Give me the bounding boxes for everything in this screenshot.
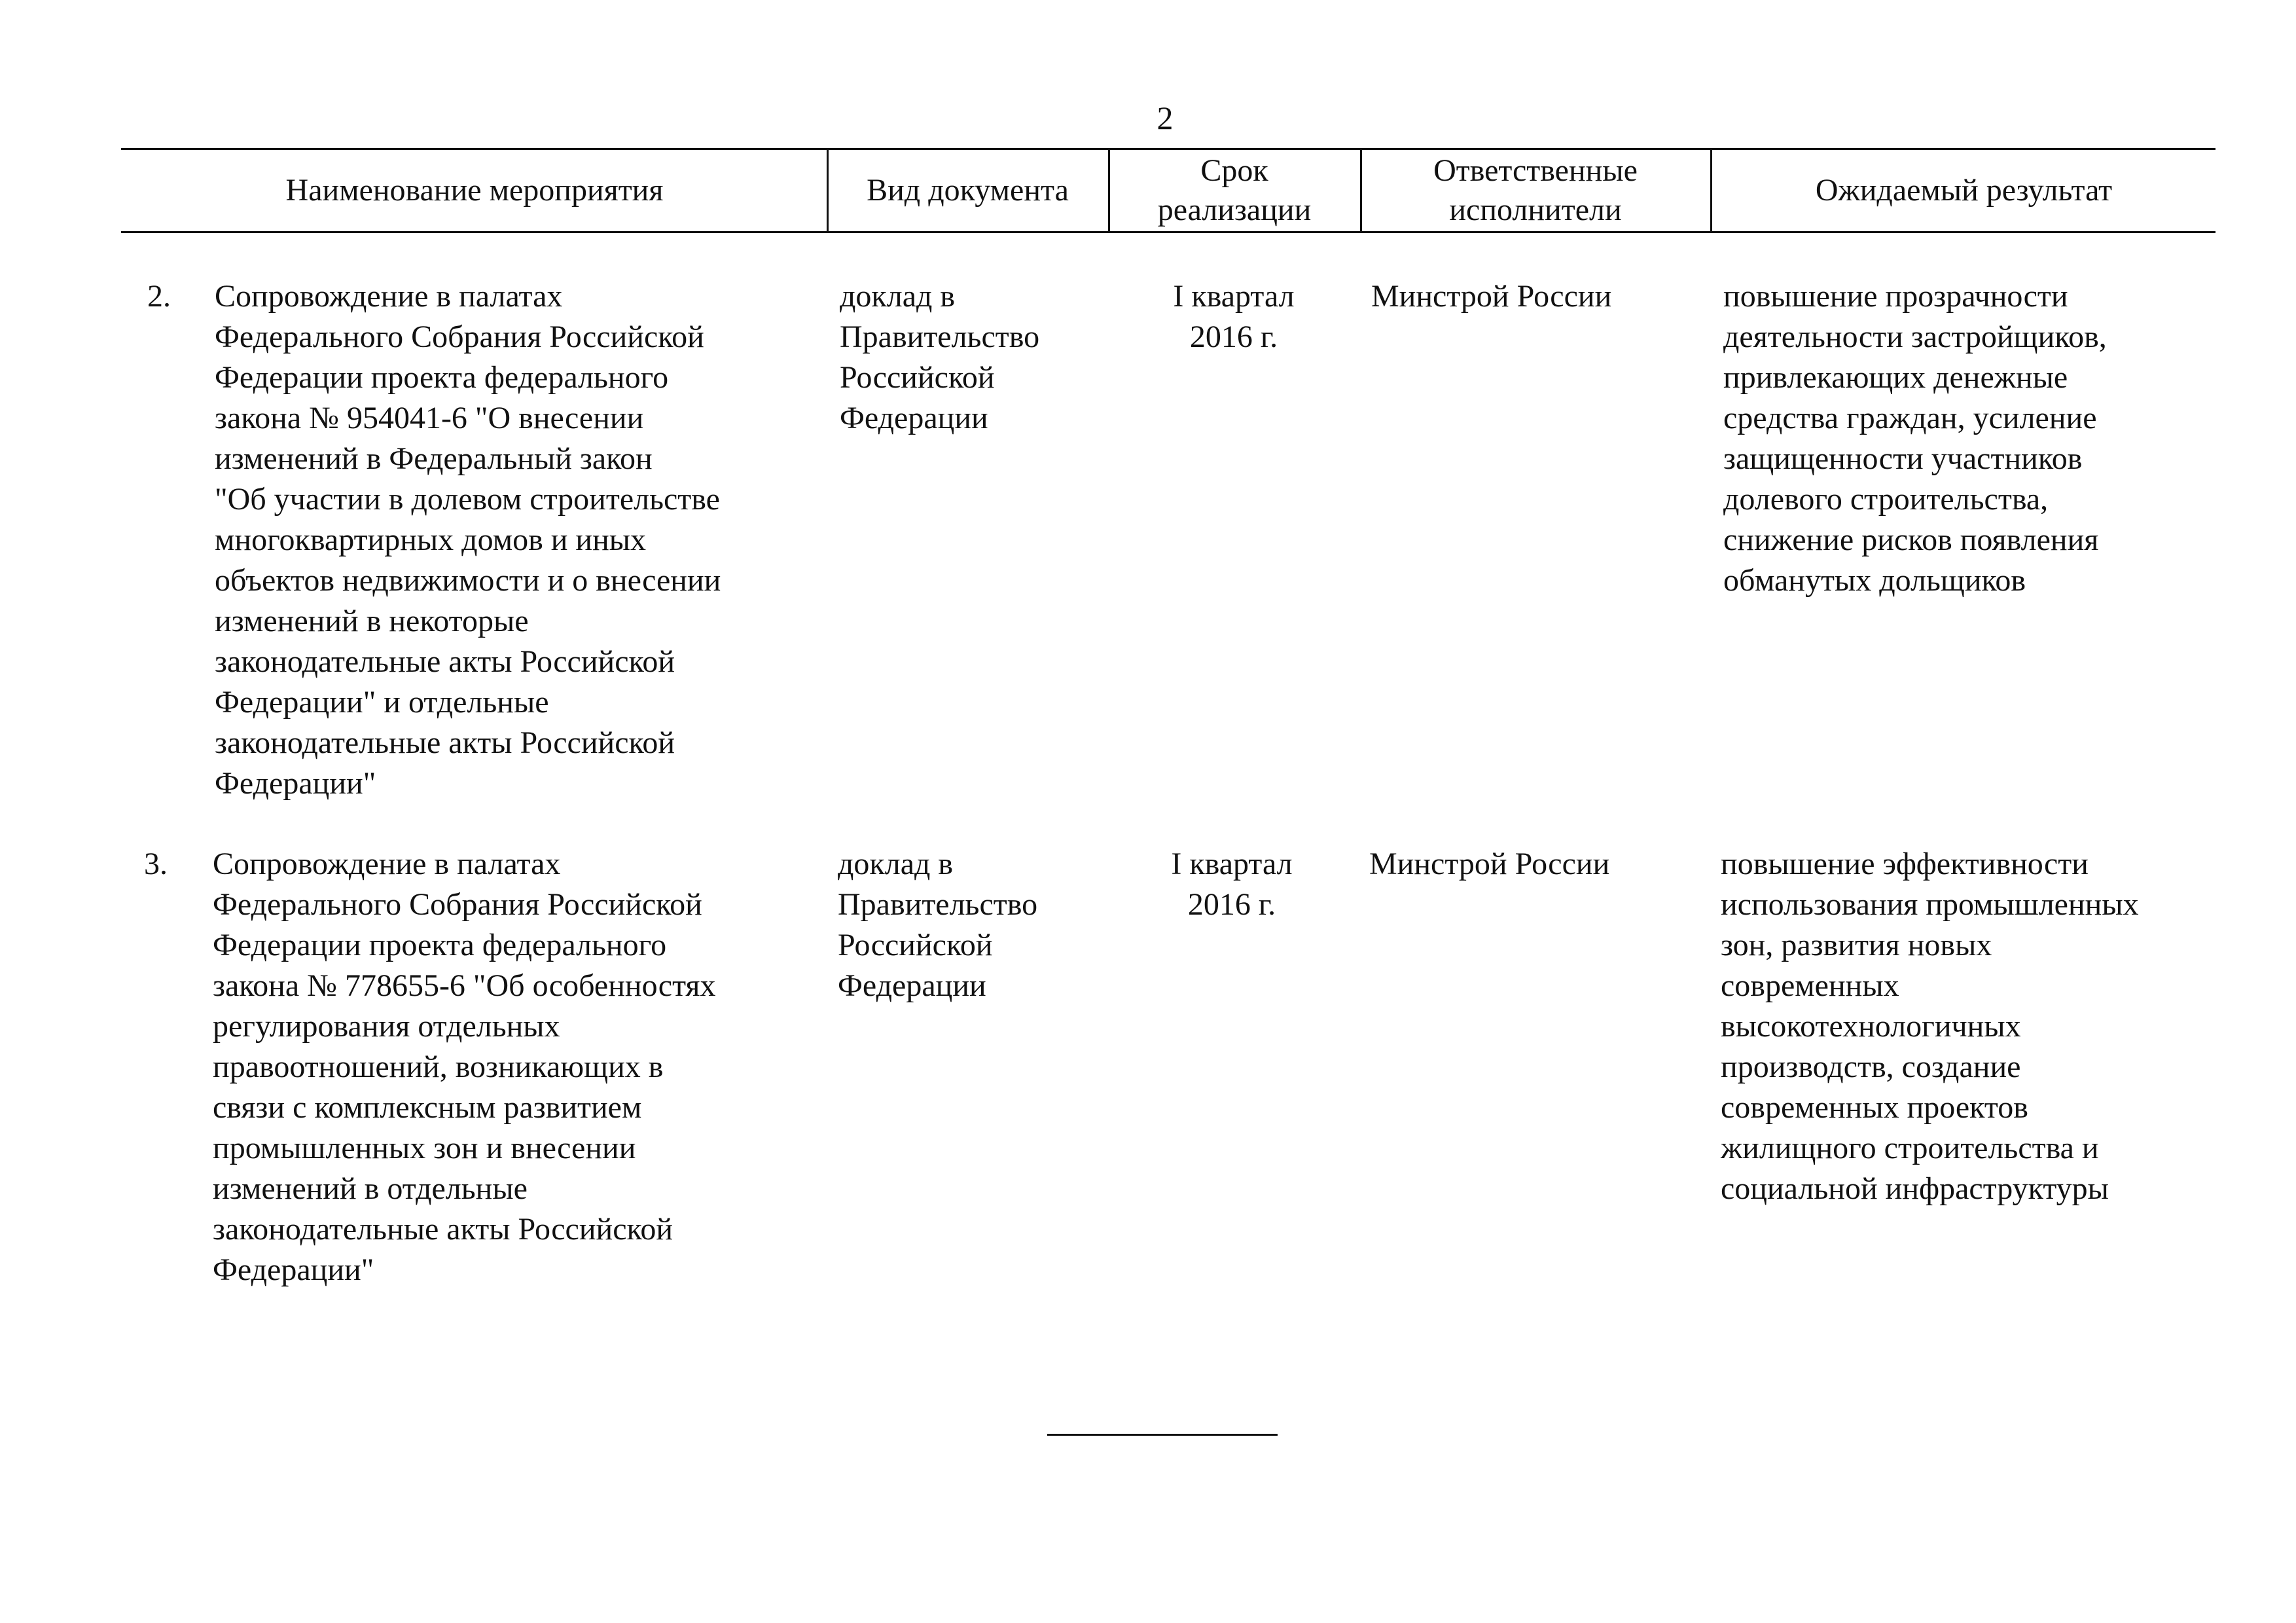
header-responsible: Ответственные исполнители <box>1433 153 1638 227</box>
row-event-name: Сопровождение в палатах Федерального Собрания Российской Федерации проекта федерального закона № 954041-6 "О внесении изменений в Федеральный закон "Об участии в долевом строительстве многоквартирных домов и иных объектов недвижимости и о внесении изменений в некоторые законодательные акты Российской Федерации" и отдельные законодательные акты Российской Федерации" <box>215 279 721 801</box>
row-number: 2. <box>147 279 171 314</box>
header-document-type: Вид документа <box>867 173 1069 208</box>
row-event-name: Сопровождение в палатах Федерального Собрания Российской Федерации проекта федерального закона № 778655-6 "Об особенностях регулирования отдельных правоотношений, возникающих в связи с комплексным развитием промышленных зон и внесении изменений в отдельные законодательные акты Российской Федерации" <box>213 847 716 1287</box>
row-responsible: Минстрой России <box>1369 847 1610 881</box>
header-expected-result: Ожидаемый результат <box>1815 173 2113 208</box>
row-responsible: Минстрой России <box>1371 279 1612 314</box>
row-document-type: доклад в Правительство Российской Федерации <box>838 847 1038 1003</box>
row-deadline: I квартал 2016 г. <box>1171 847 1293 922</box>
header-deadline: Срок реализации <box>1157 153 1312 227</box>
row-expected-result: повышение прозрачности деятельности застройщиков, привлекающих денежные средства граждан, усиление защищенности участников долевого строительства, снижение рисков появления обманутых дольщиков <box>1723 279 2107 598</box>
row-expected-result: повышение эффективности использования промышленных зон, развития новых современных высокотехнологичных производств, создание современных проектов жилищного строительства и социальной инфраструктуры <box>1721 847 2139 1206</box>
header-event-name: Наименование мероприятия <box>285 173 664 208</box>
row-number: 3. <box>144 847 168 881</box>
row-document-type: доклад в Правительство Российской Федерации <box>840 279 1040 435</box>
page-number: 2 <box>1157 100 1174 136</box>
footer-rule <box>1047 1434 1278 1436</box>
row-deadline: I квартал 2016 г. <box>1173 279 1295 354</box>
